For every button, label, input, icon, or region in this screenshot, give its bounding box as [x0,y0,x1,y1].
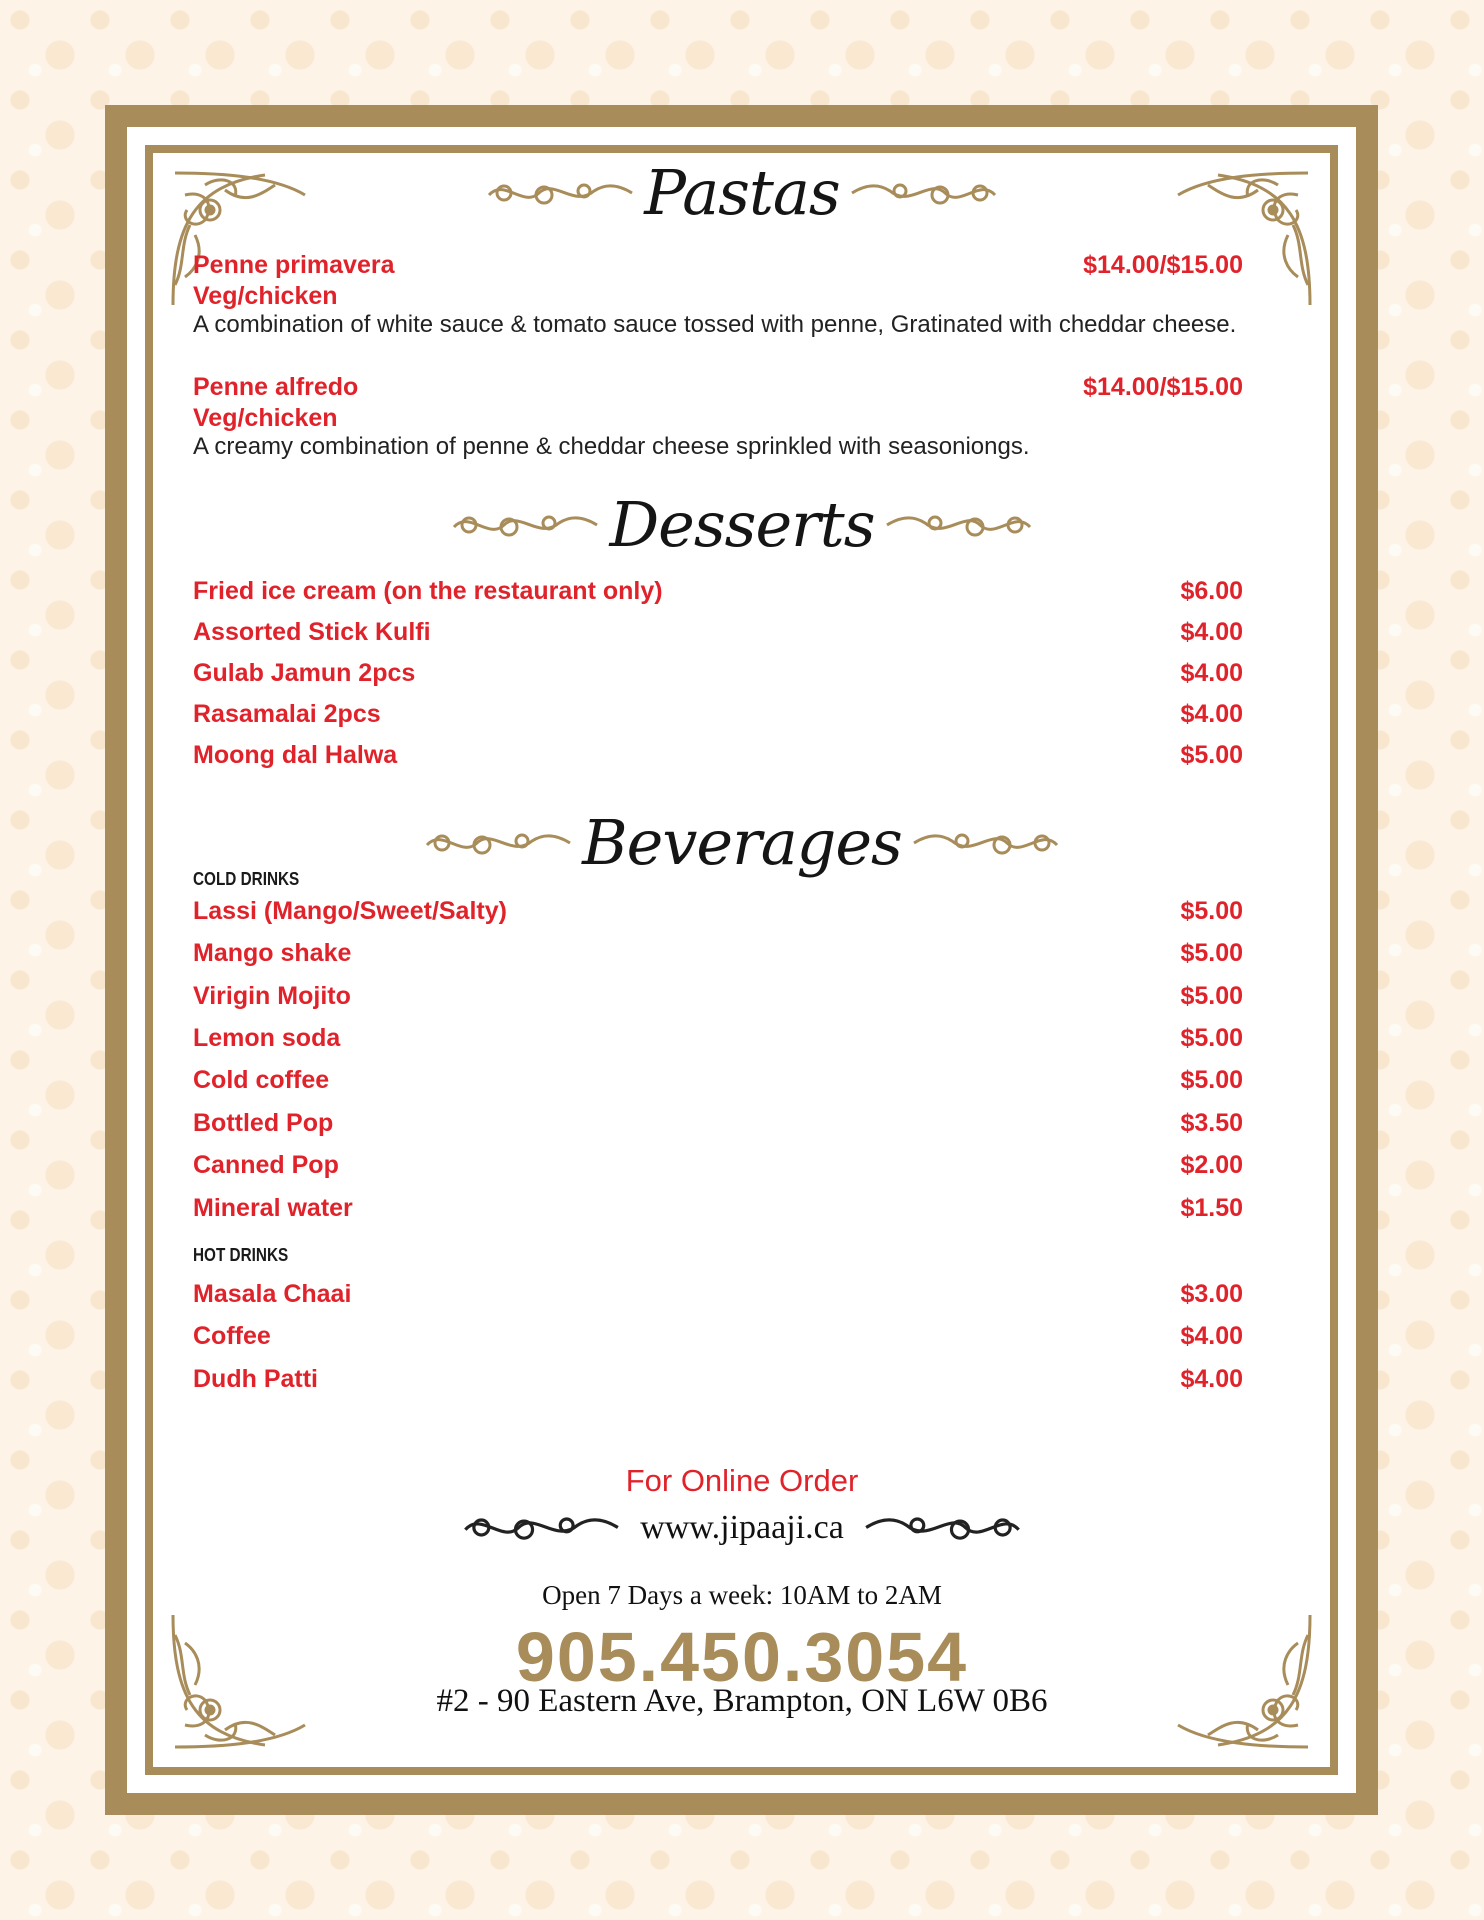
item-price: $1.50 [1180,1194,1243,1222]
swirl-ornament-icon [422,823,572,863]
menu-item [193,253,1243,278]
website-link[interactable]: www.jipaaji.ca [640,1508,844,1546]
menu-item [193,1068,1243,1093]
menu-item [193,899,1243,924]
item-name: Coffee [193,1322,271,1350]
menu-item [193,1026,1243,1051]
menu-item [193,1324,1243,1349]
swirl-ornament-icon [912,823,1062,863]
swirl-ornament-icon [484,173,634,213]
item-price: $4.00 [1180,618,1243,646]
item-name: Mango shake [193,939,352,967]
website-row [0,1505,1484,1550]
item-price: $5.00 [1180,897,1243,925]
swirl-ornament-icon [885,505,1035,545]
menu-item [193,1153,1243,1178]
menu-item [193,1111,1243,1136]
desserts-heading [0,488,1484,561]
item-name: Rasamalai 2pcs [193,700,381,728]
item-name: Canned Pop [193,1151,339,1179]
item-name: Lassi (Mango/Sweet/Salty) [193,897,507,925]
menu-item [193,1282,1243,1307]
item-variant: Veg/chicken [193,282,338,310]
item-description: A combination of white sauce & tomato sauce tossed with penne, Gratinated with cheddar cheese. [193,311,1237,338]
item-price: $4.00 [1180,1322,1243,1350]
opening-hours: Open 7 Days a week: 10AM to 2AM [542,1580,942,1610]
item-price: $14.00/$15.00 [1083,251,1243,279]
item-name: Dudh Patti [193,1365,318,1393]
hot-drinks-label: HOT DRINKS [193,1245,289,1265]
section-title: Desserts [609,488,875,561]
menu-item [193,620,1243,645]
menu-item [193,941,1243,966]
pastas-heading [0,156,1484,229]
item-price: $5.00 [1180,939,1243,967]
item-name: Penne alfredo [193,373,359,401]
item-price: $4.00 [1180,700,1243,728]
online-order-label: For Online Order [625,1463,859,1498]
item-price: $5.00 [1180,741,1243,769]
item-name: Virigin Mojito [193,982,351,1010]
item-name: Lemon soda [193,1024,341,1052]
item-price: $5.00 [1180,1024,1243,1052]
section-title: Pastas [644,156,840,229]
menu-item [193,661,1243,686]
swirl-ornament-icon [850,173,1000,213]
item-name: Fried ice cream (on the restaurant only) [193,577,663,605]
item-name: Masala Chaai [193,1280,352,1308]
swirl-ornament-icon [460,1505,620,1550]
menu-item [193,743,1243,768]
item-price: $2.00 [1180,1151,1243,1179]
item-price: $14.00/$15.00 [1083,373,1243,401]
menu-item [193,702,1243,727]
item-name: Bottled Pop [193,1109,334,1137]
item-name: Assorted Stick Kulfi [193,618,431,646]
swirl-ornament-icon [864,1505,1024,1550]
menu-item [193,375,1243,400]
menu-item [193,1196,1243,1221]
item-variant: Veg/chicken [193,404,338,432]
item-price: $5.00 [1180,982,1243,1010]
item-price: $3.00 [1180,1280,1243,1308]
item-price: $5.00 [1180,1066,1243,1094]
item-price: $6.00 [1180,577,1243,605]
section-title: Beverages [582,806,902,879]
item-name: Penne primavera [193,251,395,279]
item-description: A creamy combination of penne & cheddar cheese sprinkled with seasoniongs. [193,433,1030,460]
menu-item [193,984,1243,1009]
menu-item [193,1367,1243,1392]
menu-item [193,579,1243,604]
item-price: $4.00 [1180,1365,1243,1393]
item-name: Moong dal Halwa [193,741,398,769]
item-price: $3.50 [1180,1109,1243,1137]
phone-number: 905.450.3054 [515,1618,969,1696]
item-name: Cold coffee [193,1066,330,1094]
address: #2 - 90 Eastern Ave, Brampton, ON L6W 0B6 [436,1683,1048,1719]
item-price: $4.00 [1180,659,1243,687]
cold-drinks-label: COLD DRINKS [193,869,300,889]
swirl-ornament-icon [449,505,599,545]
item-name: Mineral water [193,1194,353,1222]
item-name: Gulab Jamun 2pcs [193,659,416,687]
